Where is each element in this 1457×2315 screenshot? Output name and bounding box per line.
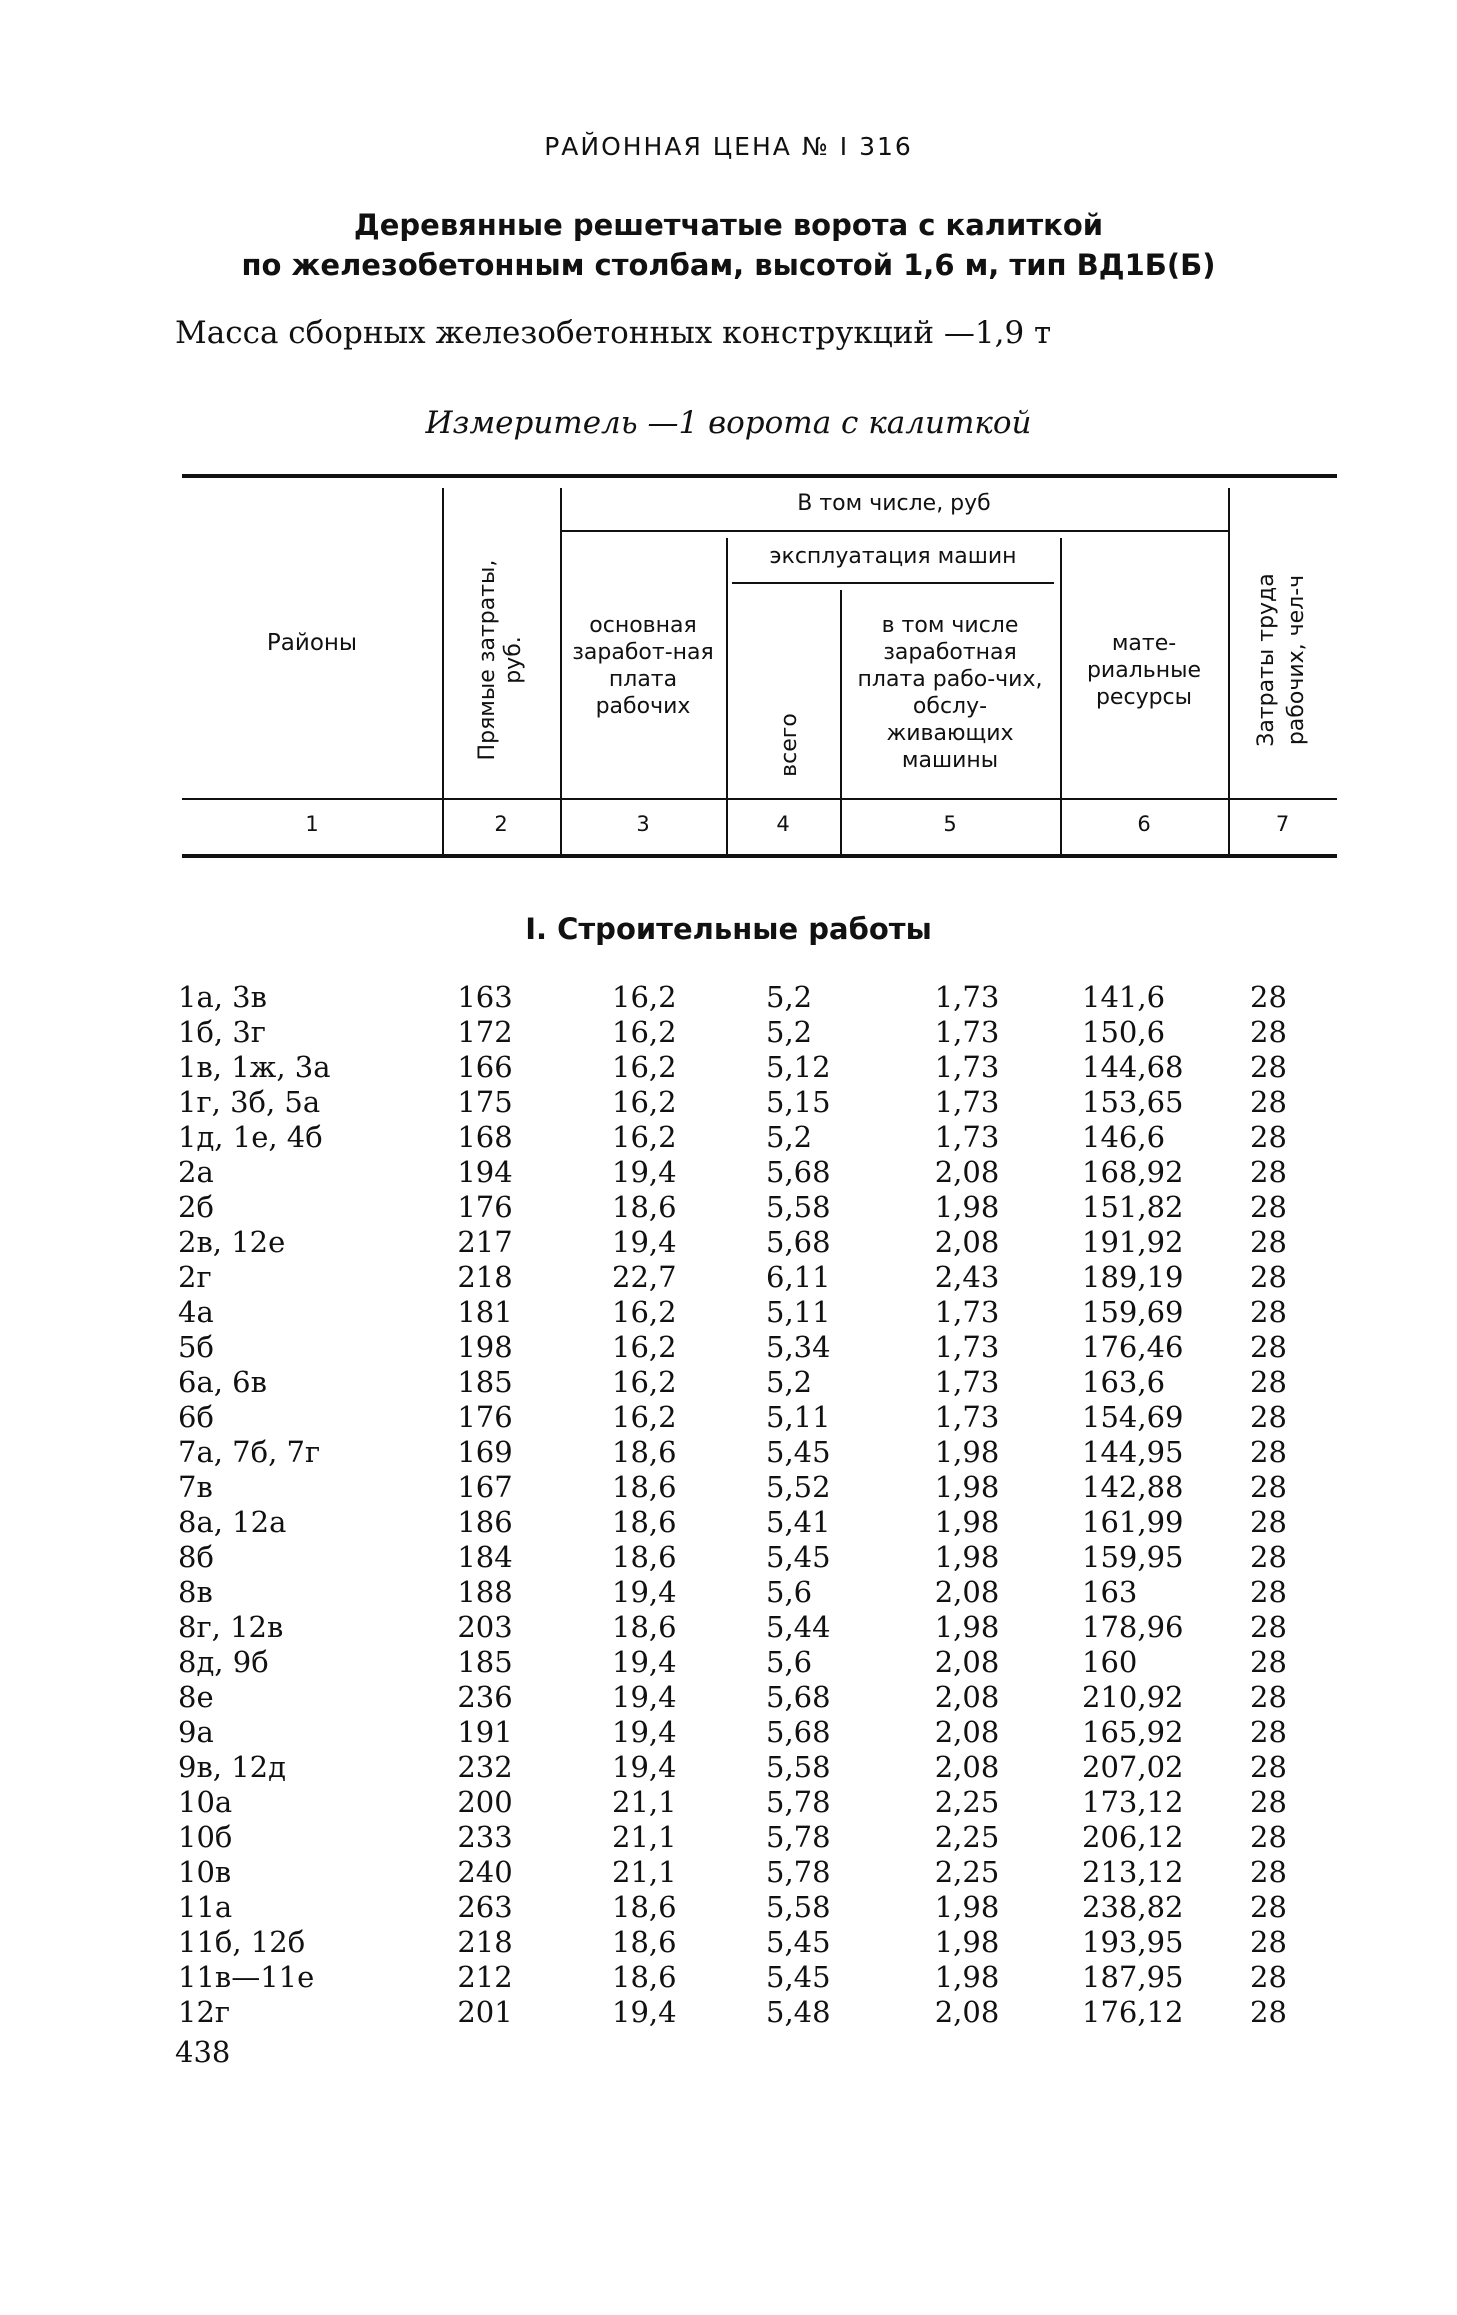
cell-machines-total: 5,68 (766, 1715, 831, 1749)
group-rule (560, 530, 1228, 532)
cell-district: 8д, 9б (178, 1645, 269, 1679)
cell-basic-wages: 16,2 (612, 1120, 677, 1154)
cell-machines-total: 5,78 (766, 1820, 831, 1854)
cell-labor: 28 (1250, 1890, 1287, 1924)
cell-basic-wages: 19,4 (612, 1680, 677, 1714)
cell-labor: 28 (1250, 1085, 1287, 1119)
cell-district: 11в—11е (178, 1960, 315, 1994)
column-number: 3 (636, 812, 650, 836)
cell-machines-total: 6,11 (766, 1260, 831, 1294)
cell-machines-total: 5,45 (766, 1925, 831, 1959)
cell-machine-wages: 1,98 (934, 1470, 1000, 1504)
cell-machine-wages: 2,25 (934, 1820, 1000, 1854)
cell-direct-costs: 168 (457, 1120, 513, 1154)
cell-machine-wages: 1,98 (934, 1505, 1000, 1539)
cell-district: 6а, 6в (178, 1365, 267, 1399)
column-number: 2 (494, 812, 508, 836)
cell-materials: 207,02 (1082, 1750, 1184, 1784)
cell-labor: 28 (1250, 1365, 1287, 1399)
cell-district: 1д, 1е, 4б (178, 1120, 323, 1154)
cell-machine-wages: 2,08 (934, 1575, 1000, 1609)
cell-machine-wages: 1,73 (934, 1015, 1000, 1049)
header-basic-wages: основная заработ-ная плата рабочих (572, 613, 714, 719)
cell-machines-total: 5,68 (766, 1155, 831, 1189)
cell-machine-wages: 1,98 (934, 1925, 1000, 1959)
cell-labor: 28 (1250, 1015, 1287, 1049)
cell-basic-wages: 18,6 (612, 1435, 677, 1469)
cell-district: 4а (178, 1295, 214, 1329)
cell-district: 12г (178, 1995, 231, 2029)
table-row (0, 1295, 1457, 1330)
cell-basic-wages: 18,6 (612, 1890, 677, 1924)
cell-labor: 28 (1250, 1610, 1287, 1644)
cell-labor: 28 (1250, 1330, 1287, 1364)
cell-materials: 163 (1082, 1575, 1138, 1609)
table-row (0, 1960, 1457, 1995)
header-materials: мате-риальные ресурсы (1086, 631, 1202, 710)
cell-materials: 159,95 (1082, 1540, 1184, 1574)
cell-machines-total: 5,58 (766, 1890, 831, 1924)
page-number: 438 (175, 2035, 231, 2069)
header-machines-total: всего (777, 713, 802, 777)
table-row (0, 1785, 1457, 1820)
cell-labor: 28 (1250, 1785, 1287, 1819)
column-number: 1 (305, 812, 319, 836)
cell-labor: 28 (1250, 1050, 1287, 1084)
cell-materials: 144,68 (1082, 1050, 1184, 1084)
cell-machine-wages: 2,08 (934, 1750, 1000, 1784)
cell-direct-costs: 181 (457, 1295, 513, 1329)
cell-materials: 173,12 (1082, 1785, 1184, 1819)
cell-materials: 142,88 (1082, 1470, 1184, 1504)
cell-machine-wages: 2,08 (934, 1995, 1000, 2029)
table-row (0, 1015, 1457, 1050)
cell-basic-wages: 18,6 (612, 1470, 677, 1504)
cell-machines-total: 5,11 (766, 1400, 831, 1434)
cell-district: 11а (178, 1890, 233, 1924)
table-top-rule (182, 474, 1337, 478)
cell-machine-wages: 1,98 (934, 1190, 1000, 1224)
cell-machine-wages: 1,73 (934, 1400, 1000, 1434)
cell-basic-wages: 19,4 (612, 1995, 677, 2029)
table-row (0, 1330, 1457, 1365)
table-row (0, 1365, 1457, 1400)
cell-machine-wages: 1,98 (934, 1960, 1000, 1994)
cell-materials: 213,12 (1082, 1855, 1184, 1889)
cell-machines-total: 5,2 (766, 1120, 813, 1154)
header-districts: Районы (266, 630, 358, 656)
cell-materials: 151,82 (1082, 1190, 1184, 1224)
cell-direct-costs: 176 (457, 1190, 513, 1224)
cell-direct-costs: 169 (457, 1435, 513, 1469)
cell-labor: 28 (1250, 1540, 1287, 1574)
cell-direct-costs: 176 (457, 1400, 513, 1434)
col-divider (442, 488, 444, 854)
cell-machine-wages: 1,98 (934, 1435, 1000, 1469)
cell-direct-costs: 163 (457, 980, 513, 1014)
cell-machines-total: 5,6 (766, 1575, 813, 1609)
cell-machines-total: 5,12 (766, 1050, 831, 1084)
cell-machine-wages: 2,08 (934, 1155, 1000, 1189)
cell-direct-costs: 184 (457, 1540, 513, 1574)
cell-direct-costs: 186 (457, 1505, 513, 1539)
cell-machine-wages: 1,98 (934, 1610, 1000, 1644)
cell-district: 1в, 1ж, 3а (178, 1050, 331, 1084)
cell-machine-wages: 2,08 (934, 1225, 1000, 1259)
cell-labor: 28 (1250, 1295, 1287, 1329)
cell-direct-costs: 191 (457, 1715, 513, 1749)
cell-direct-costs: 263 (457, 1890, 513, 1924)
cell-basic-wages: 19,4 (612, 1750, 677, 1784)
cell-basic-wages: 19,4 (612, 1225, 677, 1259)
cell-basic-wages: 19,4 (612, 1575, 677, 1609)
cell-basic-wages: 21,1 (612, 1855, 677, 1889)
cell-district: 2а (178, 1155, 214, 1189)
cell-labor: 28 (1250, 1575, 1287, 1609)
cell-machine-wages: 1,73 (934, 980, 1000, 1014)
cell-materials: 150,6 (1082, 1015, 1166, 1049)
table-row (0, 1085, 1457, 1120)
cell-district: 1а, 3в (178, 980, 267, 1014)
cell-machines-total: 5,52 (766, 1470, 831, 1504)
cell-district: 6б (178, 1400, 214, 1434)
cell-labor: 28 (1250, 1925, 1287, 1959)
cell-machines-total: 5,11 (766, 1295, 831, 1329)
cell-labor: 28 (1250, 1435, 1287, 1469)
cell-direct-costs: 188 (457, 1575, 513, 1609)
cell-basic-wages: 18,6 (612, 1925, 677, 1959)
mass-note: Масса сборных железобетонных конструкций —1,9 т (175, 315, 1052, 351)
cell-basic-wages: 16,2 (612, 980, 677, 1014)
document-title-line-1: Деревянные решетчатые ворота с калиткой (353, 208, 1104, 242)
header-machine-operator-wages: в том числе заработная плата рабо-чих, обслу-живающих машины (857, 613, 1043, 773)
header-including-rub: В том числе, руб (797, 491, 991, 516)
cell-district: 8а, 12а (178, 1505, 287, 1539)
cell-machine-wages: 1,98 (934, 1540, 1000, 1574)
cell-materials: 189,19 (1082, 1260, 1184, 1294)
cell-labor: 28 (1250, 1470, 1287, 1504)
cell-machines-total: 5,68 (766, 1225, 831, 1259)
cell-materials: 141,6 (1082, 980, 1166, 1014)
header-bottom-rule (182, 798, 1337, 800)
table-row (0, 1505, 1457, 1540)
cell-basic-wages: 16,2 (612, 1085, 677, 1119)
cell-basic-wages: 19,4 (612, 1645, 677, 1679)
cell-district: 9в, 12д (178, 1750, 286, 1784)
cell-labor: 28 (1250, 1750, 1287, 1784)
table-row (0, 1750, 1457, 1785)
cell-district: 2б (178, 1190, 214, 1224)
cell-direct-costs: 217 (457, 1225, 513, 1259)
cell-materials: 144,95 (1082, 1435, 1184, 1469)
cell-direct-costs: 194 (457, 1155, 513, 1189)
table-row (0, 1050, 1457, 1085)
cell-direct-costs: 167 (457, 1470, 513, 1504)
cell-machines-total: 5,44 (766, 1610, 831, 1644)
cell-machine-wages: 1,73 (934, 1330, 1000, 1364)
cell-materials: 238,82 (1082, 1890, 1184, 1924)
cell-machine-wages: 2,43 (934, 1260, 1000, 1294)
cell-basic-wages: 19,4 (612, 1155, 677, 1189)
col-divider (726, 538, 728, 854)
cell-materials: 210,92 (1082, 1680, 1184, 1714)
cell-machine-wages: 1,73 (934, 1120, 1000, 1154)
cell-labor: 28 (1250, 1400, 1287, 1434)
table-row (0, 1680, 1457, 1715)
cell-labor: 28 (1250, 1120, 1287, 1154)
header-direct-costs: Прямые затраты, руб. (475, 559, 526, 761)
cell-machines-total: 5,45 (766, 1540, 831, 1574)
cell-machines-total: 5,6 (766, 1645, 813, 1679)
cell-district: 2г (178, 1260, 212, 1294)
cell-district: 10б (178, 1820, 233, 1854)
cell-machine-wages: 2,08 (934, 1645, 1000, 1679)
cell-direct-costs: 218 (457, 1925, 513, 1959)
cell-direct-costs: 232 (457, 1750, 513, 1784)
cell-machine-wages: 1,73 (934, 1085, 1000, 1119)
cell-district: 11б, 12б (178, 1925, 306, 1959)
table-row (0, 1155, 1457, 1190)
cell-labor: 28 (1250, 1155, 1287, 1189)
running-title: РАЙОННАЯ ЦЕНА № I 316 (544, 132, 913, 161)
cell-basic-wages: 19,4 (612, 1715, 677, 1749)
cell-machine-wages: 1,98 (934, 1890, 1000, 1924)
cell-machines-total: 5,58 (766, 1190, 831, 1224)
cell-direct-costs: 240 (457, 1855, 513, 1889)
cell-district: 10а (178, 1785, 233, 1819)
cell-materials: 191,92 (1082, 1225, 1184, 1259)
cell-basic-wages: 16,2 (612, 1400, 677, 1434)
cell-direct-costs: 172 (457, 1015, 513, 1049)
table-row (0, 1190, 1457, 1225)
cell-materials: 176,46 (1082, 1330, 1184, 1364)
cell-machines-total: 5,2 (766, 980, 813, 1014)
table-row (0, 1435, 1457, 1470)
cell-direct-costs: 200 (457, 1785, 513, 1819)
cell-district: 7а, 7б, 7г (178, 1435, 321, 1469)
cell-basic-wages: 16,2 (612, 1330, 677, 1364)
cell-direct-costs: 175 (457, 1085, 513, 1119)
cell-labor: 28 (1250, 1995, 1287, 2029)
cell-labor: 28 (1250, 1645, 1287, 1679)
cell-machines-total: 5,78 (766, 1855, 831, 1889)
cell-basic-wages: 16,2 (612, 1050, 677, 1084)
cell-machine-wages: 1,73 (934, 1365, 1000, 1399)
cell-labor: 28 (1250, 1225, 1287, 1259)
cell-district: 8в (178, 1575, 213, 1609)
cell-basic-wages: 21,1 (612, 1785, 677, 1819)
cell-labor: 28 (1250, 980, 1287, 1014)
table-row (0, 1890, 1457, 1925)
cell-basic-wages: 18,6 (612, 1190, 677, 1224)
cell-district: 7в (178, 1470, 213, 1504)
cell-direct-costs: 201 (457, 1995, 513, 2029)
cell-materials: 153,65 (1082, 1085, 1184, 1119)
table-row (0, 1225, 1457, 1260)
cell-machine-wages: 1,73 (934, 1050, 1000, 1084)
column-number: 5 (943, 812, 957, 836)
cell-direct-costs: 212 (457, 1960, 513, 1994)
cell-district: 1г, 3б, 5а (178, 1085, 321, 1119)
cell-machines-total: 5,78 (766, 1785, 831, 1819)
cell-direct-costs: 185 (457, 1645, 513, 1679)
cell-materials: 165,92 (1082, 1715, 1184, 1749)
cell-machines-total: 5,45 (766, 1435, 831, 1469)
cell-materials: 163,6 (1082, 1365, 1166, 1399)
cell-machines-total: 5,41 (766, 1505, 831, 1539)
cell-labor: 28 (1250, 1505, 1287, 1539)
cell-district: 9а (178, 1715, 214, 1749)
cell-machines-total: 5,45 (766, 1960, 831, 1994)
table-row (0, 1995, 1457, 2030)
cell-machines-total: 5,68 (766, 1680, 831, 1714)
cell-materials: 161,99 (1082, 1505, 1184, 1539)
col-divider (560, 488, 562, 854)
cell-district: 10в (178, 1855, 232, 1889)
cell-direct-costs: 236 (457, 1680, 513, 1714)
table-row (0, 1925, 1457, 1960)
cell-district: 8е (178, 1680, 214, 1714)
table-body (0, 980, 1457, 2030)
table-row (0, 1855, 1457, 1890)
header-labor-costs: Затраты труда рабочих, чел-ч (1254, 573, 1309, 747)
cell-basic-wages: 18,6 (612, 1610, 677, 1644)
cell-direct-costs: 185 (457, 1365, 513, 1399)
cell-machine-wages: 2,08 (934, 1680, 1000, 1714)
column-number: 6 (1137, 812, 1151, 836)
cell-labor: 28 (1250, 1820, 1287, 1854)
cell-basic-wages: 16,2 (612, 1015, 677, 1049)
cell-materials: 178,96 (1082, 1610, 1184, 1644)
table-row (0, 1645, 1457, 1680)
table-row (0, 1470, 1457, 1505)
cell-labor: 28 (1250, 1855, 1287, 1889)
cell-basic-wages: 16,2 (612, 1365, 677, 1399)
cell-materials: 160 (1082, 1645, 1138, 1679)
table-row (0, 1540, 1457, 1575)
cell-machines-total: 5,48 (766, 1995, 831, 2029)
table-row (0, 1575, 1457, 1610)
cell-machine-wages: 2,25 (934, 1855, 1000, 1889)
cell-district: 8б (178, 1540, 214, 1574)
cell-materials: 168,92 (1082, 1155, 1184, 1189)
cell-machines-total: 5,2 (766, 1365, 813, 1399)
table-row (0, 1820, 1457, 1855)
cell-basic-wages: 18,6 (612, 1505, 677, 1539)
cell-basic-wages: 22,7 (612, 1260, 677, 1294)
cell-labor: 28 (1250, 1260, 1287, 1294)
cell-machines-total: 5,58 (766, 1750, 831, 1784)
cell-basic-wages: 18,6 (612, 1540, 677, 1574)
cell-machine-wages: 2,25 (934, 1785, 1000, 1819)
document-title-line-2: по железобетонным столбам, высотой 1,6 м, тип ВД1Б(Б) (241, 248, 1216, 282)
cell-materials: 206,12 (1082, 1820, 1184, 1854)
cell-materials: 154,69 (1082, 1400, 1184, 1434)
cell-basic-wages: 16,2 (612, 1295, 677, 1329)
measure-unit-note: Измеритель —1 ворота с калиткой (425, 405, 1032, 441)
cell-direct-costs: 166 (457, 1050, 513, 1084)
cell-materials: 187,95 (1082, 1960, 1184, 1994)
cell-machine-wages: 2,08 (934, 1715, 1000, 1749)
cell-machines-total: 5,2 (766, 1015, 813, 1049)
cell-labor: 28 (1250, 1960, 1287, 1994)
section-title: I. Строительные работы (525, 912, 932, 946)
table-row (0, 1400, 1457, 1435)
table-row (0, 980, 1457, 1015)
cell-labor: 28 (1250, 1680, 1287, 1714)
col-divider (1060, 538, 1062, 854)
cell-materials: 193,95 (1082, 1925, 1184, 1959)
cell-basic-wages: 18,6 (612, 1960, 677, 1994)
cell-basic-wages: 21,1 (612, 1820, 677, 1854)
cell-machine-wages: 1,73 (934, 1295, 1000, 1329)
numbers-bottom-rule (182, 854, 1337, 858)
header-machine-operation: эксплуатация машин (769, 544, 1017, 569)
col-divider (1228, 488, 1230, 854)
cell-direct-costs: 218 (457, 1260, 513, 1294)
table-row (0, 1610, 1457, 1645)
table-row (0, 1120, 1457, 1155)
machines-rule (732, 582, 1054, 584)
cell-materials: 146,6 (1082, 1120, 1166, 1154)
cell-district: 5б (178, 1330, 214, 1364)
cell-materials: 159,69 (1082, 1295, 1184, 1329)
cell-district: 1б, 3г (178, 1015, 266, 1049)
column-number: 7 (1275, 812, 1290, 836)
cell-machines-total: 5,34 (766, 1330, 831, 1364)
cell-direct-costs: 198 (457, 1330, 513, 1364)
cell-direct-costs: 233 (457, 1820, 513, 1854)
cell-district: 8г, 12в (178, 1610, 284, 1644)
cell-district: 2в, 12е (178, 1225, 286, 1259)
column-number: 4 (776, 812, 790, 836)
cell-machines-total: 5,15 (766, 1085, 831, 1119)
cell-materials: 176,12 (1082, 1995, 1184, 2029)
cell-labor: 28 (1250, 1715, 1287, 1749)
table-row (0, 1715, 1457, 1750)
cell-direct-costs: 203 (457, 1610, 513, 1644)
table-row (0, 1260, 1457, 1295)
cell-labor: 28 (1250, 1190, 1287, 1224)
